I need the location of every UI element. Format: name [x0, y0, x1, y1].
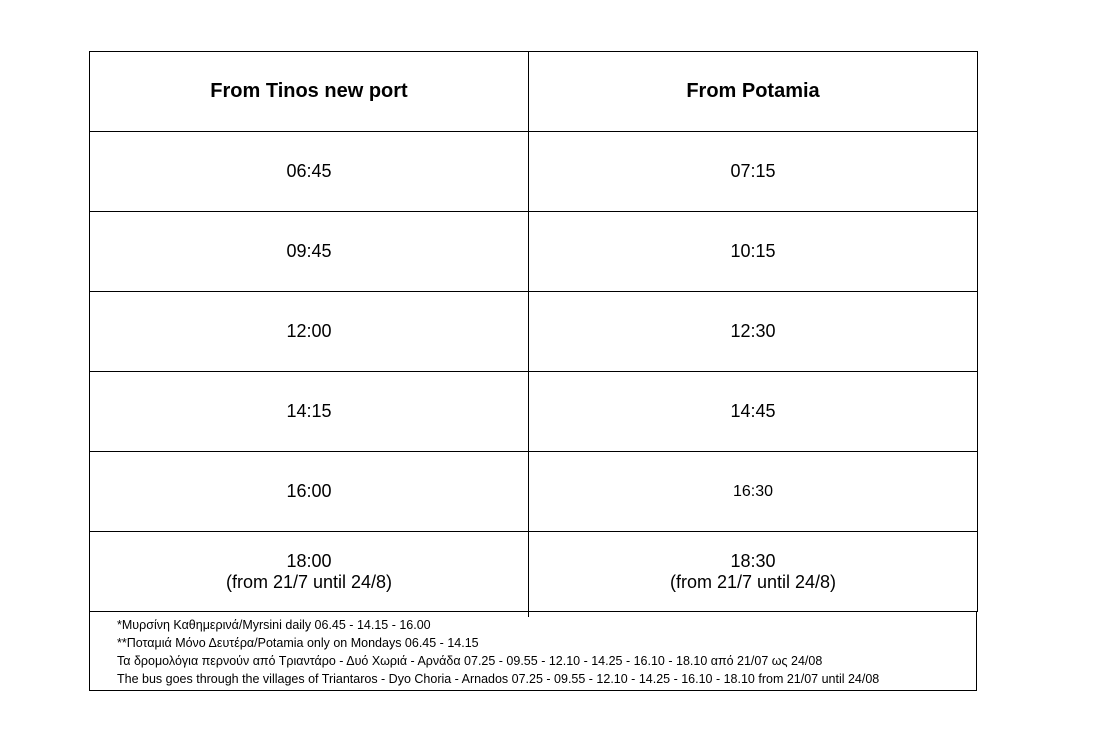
footnotes: [89, 612, 977, 691]
table-header-row: [90, 52, 978, 132]
header-from-potamia: From Potamia: [529, 52, 978, 132]
departure-time-potamia: 10:15: [529, 212, 978, 292]
schedule-table: [89, 51, 978, 612]
departure-time-tinos: 09:45: [90, 212, 529, 292]
seasonal-note: (from 21/7 until 24/8): [669, 571, 837, 592]
departure-time-potamia: 14:45: [529, 372, 978, 452]
departure-time: 18:30: [730, 550, 776, 571]
departure-time-potamia: 07:15: [529, 132, 978, 212]
departure-time-potamia: 16:30: [529, 452, 978, 532]
departure-time-tinos: 16:00: [90, 452, 529, 532]
table-row: [90, 532, 978, 612]
table-row: [90, 132, 978, 212]
departure-time-tinos: 14:15: [90, 372, 529, 452]
footnote-villages-english: The bus goes through the villages of Triantaros - Dyo Choria - Arnados 07.25 - 09.55 - 12.10 - 14.25 - 16.10 - 18.10 from 21/07 until 24/08: [117, 672, 880, 686]
table-row: [90, 372, 978, 452]
departure-time: 18:00: [286, 550, 332, 571]
departure-time-potamia-seasonal: [529, 532, 978, 612]
footnote-myrsini: *Μυρσίνη Καθημερινά/Myrsini daily 06.45 - 14.15 - 16.00: [117, 618, 431, 632]
footnote-villages-greek: Τα δρομολόγια περνούν από Τριαντάρο - Δυό Χωριά - Αρνάδα 07.25 - 09.55 - 12.10 - 14.25 - 16.10 - 18.10 από 21/07 ως 24/08: [117, 654, 823, 668]
bus-timetable: [89, 51, 977, 690]
departure-time-tinos: 06:45: [90, 132, 529, 212]
footnote-potamia: **Ποταμιά Μόνο Δευτέρα/Potamia only on Mondays 06.45 - 14.15: [117, 636, 479, 650]
departure-time-tinos-seasonal: [90, 532, 529, 612]
seasonal-note: (from 21/7 until 24/8): [225, 571, 393, 592]
departure-time-potamia: 12:30: [529, 292, 978, 372]
table-row: [90, 292, 978, 372]
divider: [528, 612, 529, 617]
table-row: [90, 212, 978, 292]
table-row: [90, 452, 978, 532]
departure-time-tinos: 12:00: [90, 292, 529, 372]
header-from-tinos: From Tinos new port: [90, 52, 529, 132]
